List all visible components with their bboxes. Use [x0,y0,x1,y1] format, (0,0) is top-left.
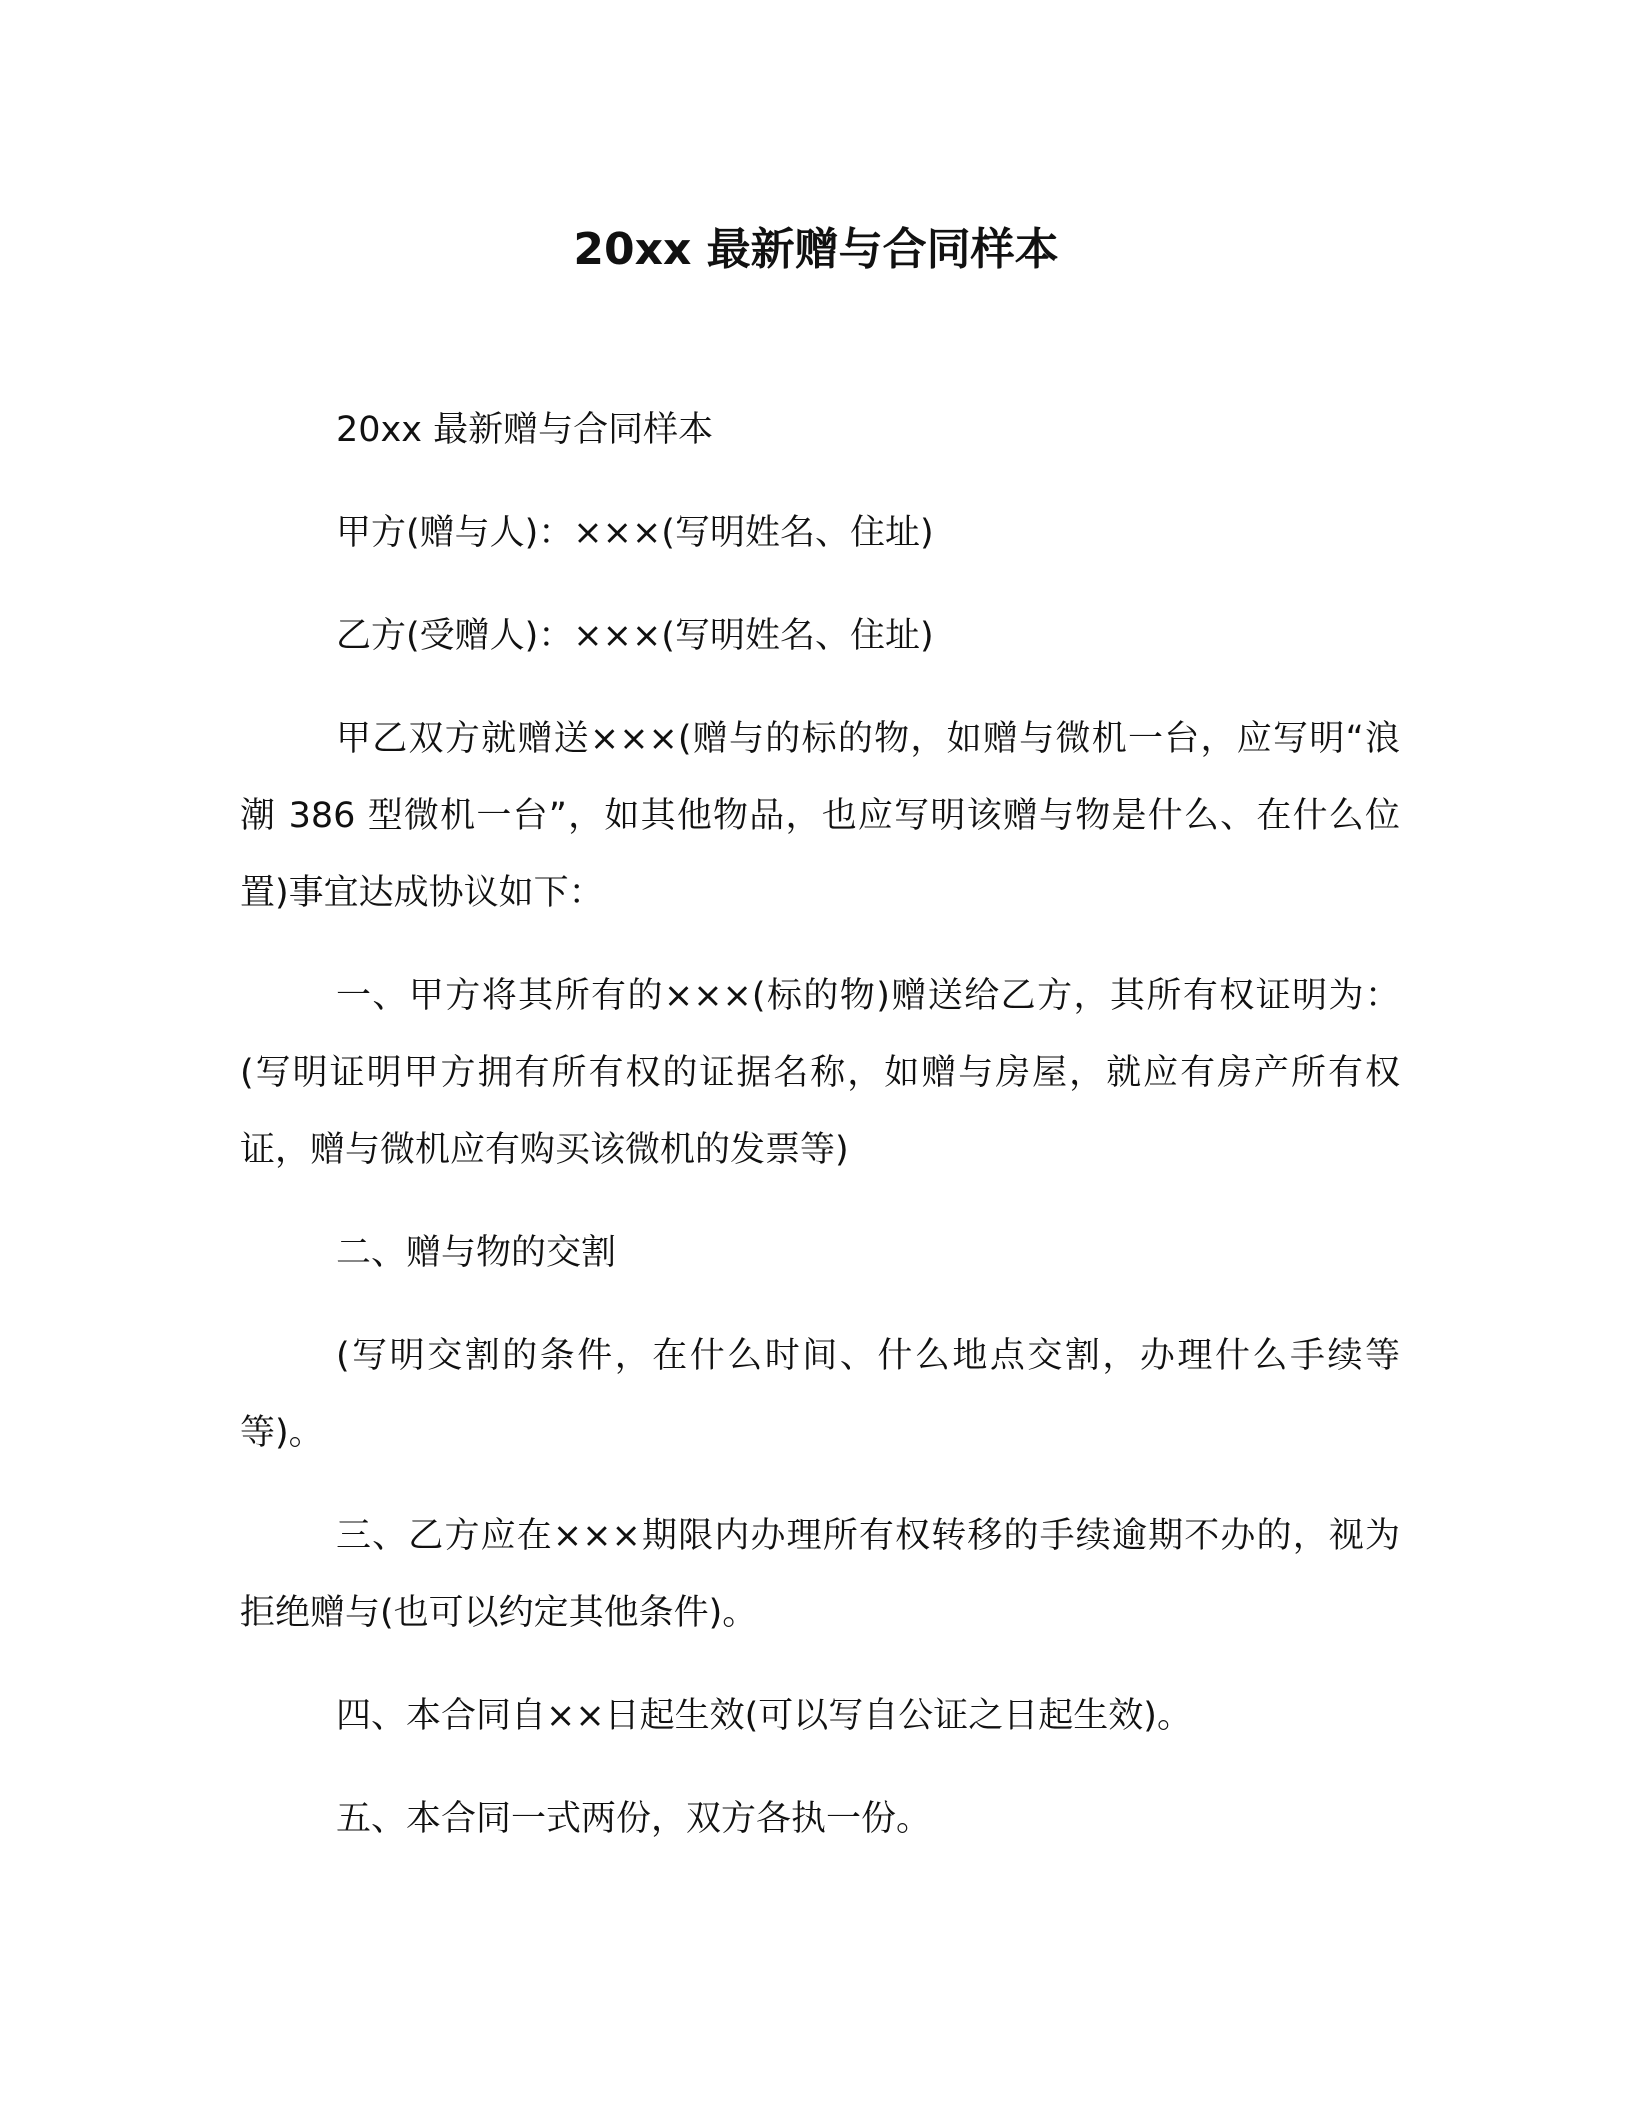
paragraph-clause-4: 四、本合同自××日起生效(可以写自公证之日起生效)。 [336,1696,1192,1736]
document-body [240,392,1400,1884]
paragraph-clause-2-detail: (写明交割的条件，在什么时间、什么地点交割，办理什么手续等等)。 [240,1336,1400,1453]
paragraph-agreement-intro: 甲乙双方就赠送×××(赠与的标的物，如赠与微机一台，应写明“浪潮 386 型微机一台”，如其他物品，也应写明该赠与物是什么、在什么位置)事宜达成协议如下： [240,719,1400,913]
document-title: 20xx 最新赠与合同样本 [573,224,1059,275]
paragraph-party-a: 甲方(赠与人)：×××(写明姓名、住址) [336,513,934,553]
paragraph-clause-1: 一、甲方将其所有的×××(标的物)赠送给乙方，其所有权证明为：(写明证明甲方拥有所有权的证据名称，如赠与房屋，就应有房产所有权证，赠与微机应有购买该微机的发票等) [240,976,1400,1170]
paragraph-party-b: 乙方(受赠人)：×××(写明姓名、住址) [336,616,934,656]
paragraph-clause-5: 五、本合同一式两份，双方各执一份。 [336,1799,932,1839]
paragraph-subtitle: 20xx 最新赠与合同样本 [336,410,714,450]
paragraph-clause-3: 三、乙方应在×××期限内办理所有权转移的手续逾期不办的，视为拒绝赠与(也可以约定其他条件)。 [240,1516,1400,1633]
paragraph-clause-2-heading: 二、赠与物的交割 [336,1233,617,1273]
